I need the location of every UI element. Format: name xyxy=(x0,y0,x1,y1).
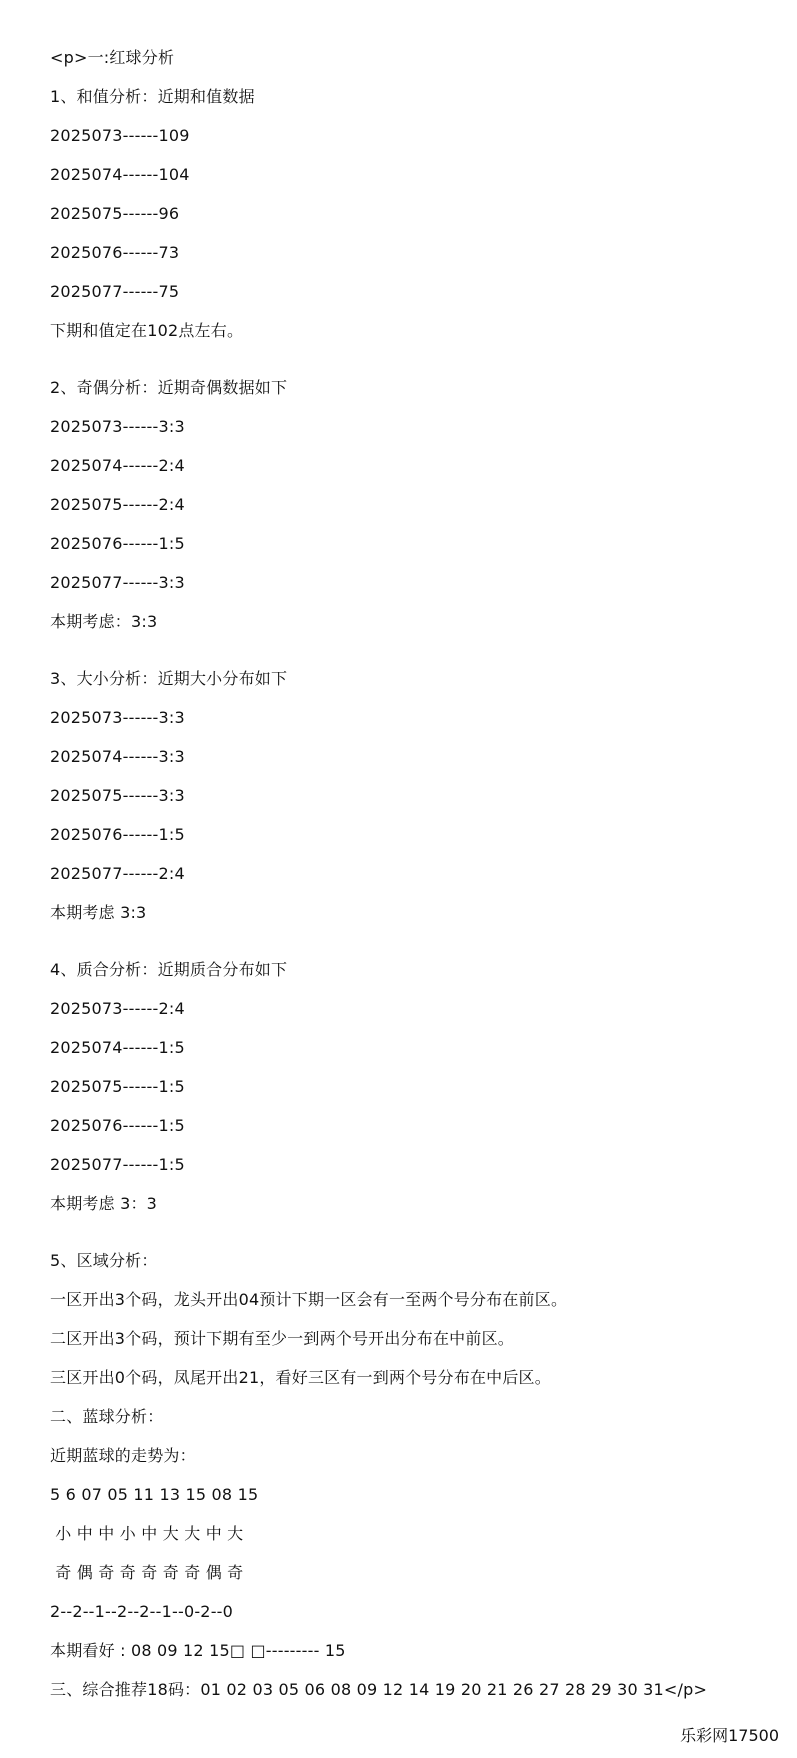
prime-composite-row: 2025076------1:5 xyxy=(50,1116,185,1135)
blue-numbers: 5 6 07 05 11 13 15 08 15 xyxy=(50,1485,259,1504)
odd-even-row: 2025074------2:4 xyxy=(50,456,185,475)
summary-recommendation: 三、综合推荐18码：01 02 03 05 06 08 09 12 14 19 20 21 26 27 28 29 30 31</p> xyxy=(50,1680,708,1699)
big-small-row: 2025074------3:3 xyxy=(50,747,185,766)
blue-title: 二、蓝球分析： xyxy=(50,1407,164,1426)
prime-composite-row: 2025074------1:5 xyxy=(50,1038,185,1057)
big-small-row: 2025076------1:5 xyxy=(50,825,185,844)
odd-even-conclusion: 本期考虑：3:3 xyxy=(50,612,158,631)
section-header: <p>一:红球分析 xyxy=(50,48,175,67)
odd-even-row: 2025073------3:3 xyxy=(50,417,185,436)
odd-even-row: 2025076------1:5 xyxy=(50,534,185,553)
prime-composite-row: 2025075------1:5 xyxy=(50,1077,185,1096)
spacer xyxy=(50,641,790,659)
prime-composite-row: 2025073------2:4 xyxy=(50,999,185,1018)
sum-row: 2025076------73 xyxy=(50,243,180,262)
prime-composite-row: 2025077------1:5 xyxy=(50,1155,185,1174)
blue-trend-label: 近期蓝球的走势为： xyxy=(50,1446,196,1465)
blue-parity-row: 奇 偶 奇 奇 奇 奇 奇 偶 奇 xyxy=(50,1563,244,1582)
sum-row: 2025075------96 xyxy=(50,204,180,223)
spacer xyxy=(50,932,790,950)
odd-even-row: 2025075------2:4 xyxy=(50,495,185,514)
blue-size-row: 小 中 中 小 中 大 大 中 大 xyxy=(50,1524,244,1543)
document-body xyxy=(50,38,790,1709)
big-small-row: 2025073------3:3 xyxy=(50,708,185,727)
site-watermark: 乐彩网17500 xyxy=(680,1726,779,1745)
spacer xyxy=(50,1223,790,1241)
blue-gaps-row: 2--2--1--2--2--1--0-2--0 xyxy=(50,1602,234,1621)
big-small-row: 2025075------3:3 xyxy=(50,786,185,805)
zone-title: 5、区域分析： xyxy=(50,1251,158,1270)
zone-line: 三区开出0个码，凤尾开出21，看好三区有一到两个号分布在中后区。 xyxy=(50,1368,551,1387)
prime-composite-title: 4、质合分析：近期质合分布如下 xyxy=(50,960,288,979)
sum-conclusion: 下期和值定在102点左右。 xyxy=(50,321,244,340)
big-small-row: 2025077------2:4 xyxy=(50,864,185,883)
odd-even-row: 2025077------3:3 xyxy=(50,573,185,592)
sum-row: 2025077------75 xyxy=(50,282,180,301)
odd-even-title: 2、奇偶分析：近期奇偶数据如下 xyxy=(50,378,288,397)
zone-line: 二区开出3个码，预计下期有至少一到两个号开出分布在中前区。 xyxy=(50,1329,514,1348)
sum-row: 2025073------109 xyxy=(50,126,190,145)
sum-title: 1、和值分析：近期和值数据 xyxy=(50,87,255,106)
sum-row: 2025074------104 xyxy=(50,165,190,184)
prime-composite-conclusion: 本期考虑 3：3 xyxy=(50,1194,158,1213)
spacer xyxy=(50,350,790,368)
big-small-title: 3、大小分析：近期大小分布如下 xyxy=(50,669,288,688)
zone-line: 一区开出3个码，龙头开出04预计下期一区会有一至两个号分布在前区。 xyxy=(50,1290,568,1309)
blue-pick: 本期看好 : 08 09 12 15□ □--------- 15 xyxy=(50,1641,346,1660)
big-small-conclusion: 本期考虑 3:3 xyxy=(50,903,147,922)
